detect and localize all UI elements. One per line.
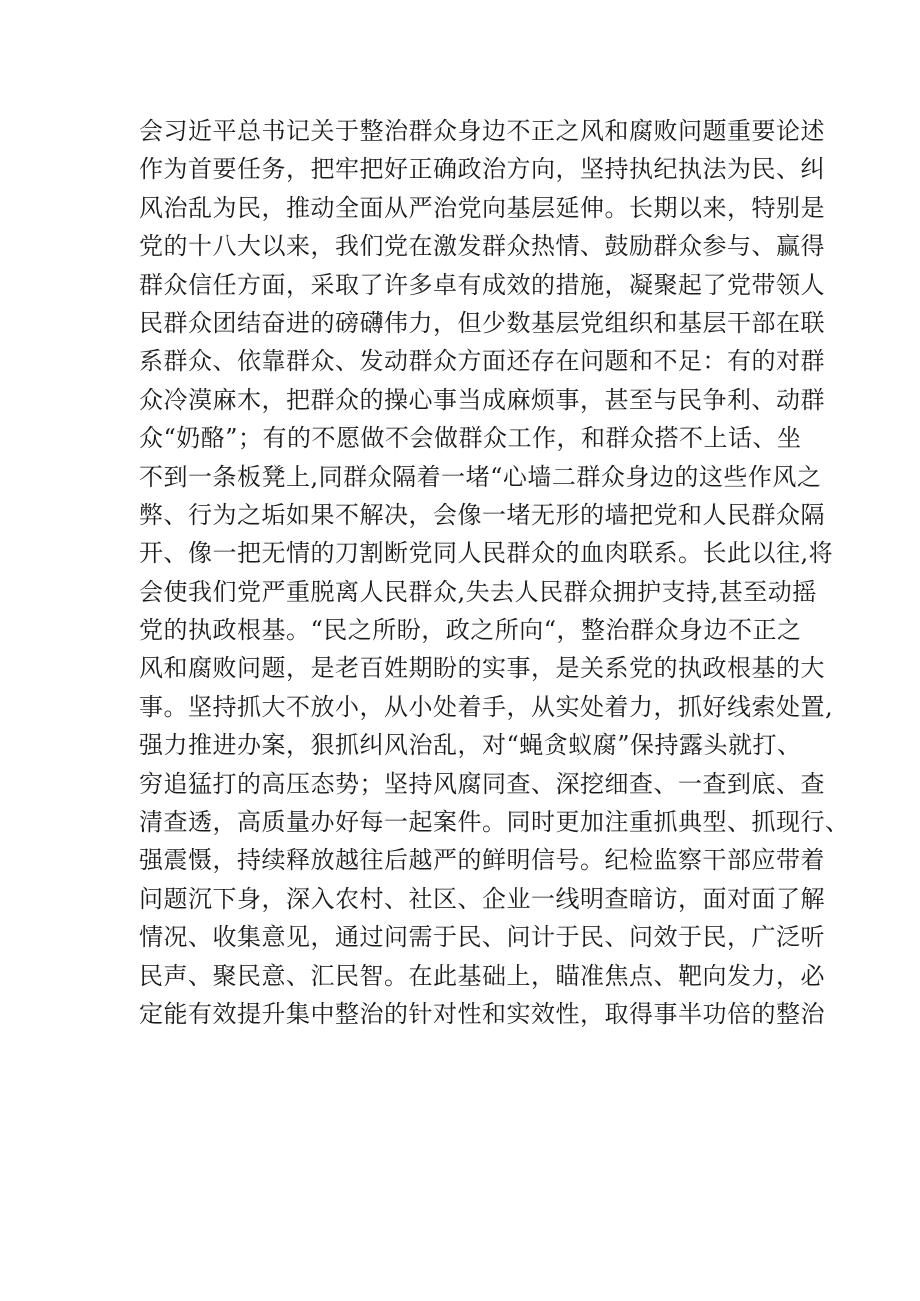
text-line: 强力推进办案，狠抓纠风治乱，对“蝇贪蚁腐”保持露头就打、 <box>139 731 802 760</box>
text-line: 会习近平总书记关于整治群众身边不正之风和腐败问题重要论述 <box>139 117 825 145</box>
text-line: 系群众、依靠群众、发动群众方面还存在问题和不足：有的对群 <box>139 347 825 376</box>
text-line: 群众信任方面，采取了许多卓有成效的措施，凝聚起了党带领人 <box>139 270 825 299</box>
text-line: 弊、行为之垢如果不解决，会像一堵无形的墙把党和人民群众隔 <box>139 500 825 529</box>
text-line: 风和腐败问题，是老百姓期盼的实事，是关系党的执政根基的大 <box>139 654 825 683</box>
text-line: 风治乱为民，推动全面从严治党向基层延伸。长期以来，特别是 <box>139 193 825 222</box>
text-line: 穷追猛打的高压态势；坚持风腐同查、深挖细查、一查到底、查 <box>139 769 825 798</box>
text-line: 会使我们党严重脱离人民群众,失去人民群众拥护支持,甚至动摇 <box>139 577 817 606</box>
text-line: 清查透，高质量办好每一起案件。同时更加注重抓典型、抓现行、 <box>139 808 850 837</box>
text-line: 定能有效提升集中整治的针对性和实效性，取得事半功倍的整治 <box>139 999 825 1028</box>
text-line: 党的执政根基。“民之所盼，政之所向“，整治群众身边不正之 <box>139 616 802 645</box>
text-line: 作为首要任务，把牢把好正确政治方向，坚持执纪执法为民、纠 <box>139 155 825 184</box>
text-line: 党的十八大以来，我们党在激发群众热情、鼓励群众参与、赢得 <box>139 232 825 261</box>
text-line: 问题沉下身，深入农村、社区、企业一线明查暗访，面对面了解 <box>139 884 825 913</box>
text-line: 强震慑，持续释放越往后越严的鲜明信号。纪检监察干部应带着 <box>139 846 825 875</box>
text-line: 情况、收集意见，通过问需于民、问计于民、问效于民，广泛听 <box>139 923 825 952</box>
text-line: 不到一条板凳上,同群众隔着一堵“心墙二群众身边的这些作风之 <box>139 462 822 491</box>
body-text <box>139 112 850 1033</box>
text-line: 民声、聚民意、汇民智。在此基础上，瞄准焦点、靶向发力，必 <box>139 961 825 990</box>
text-line: 众“奶酪”；有的不愿做不会做群众工作，和群众搭不上话、坐 <box>139 424 802 453</box>
text-line: 事。坚持抓大不放小，从小处着手，从实处着力，抓好线索处置, <box>139 692 834 721</box>
text-line: 民群众团结奋进的磅礴伟力，但少数基层党组织和基层干部在联 <box>139 308 825 337</box>
text-line: 开、像一把无情的刀割断党同人民群众的血肉联系。长此以往,将 <box>139 539 834 568</box>
text-line: 众冷漠麻木，把群众的操心事当成麻烦事，甚至与民争利、动群 <box>139 385 825 414</box>
